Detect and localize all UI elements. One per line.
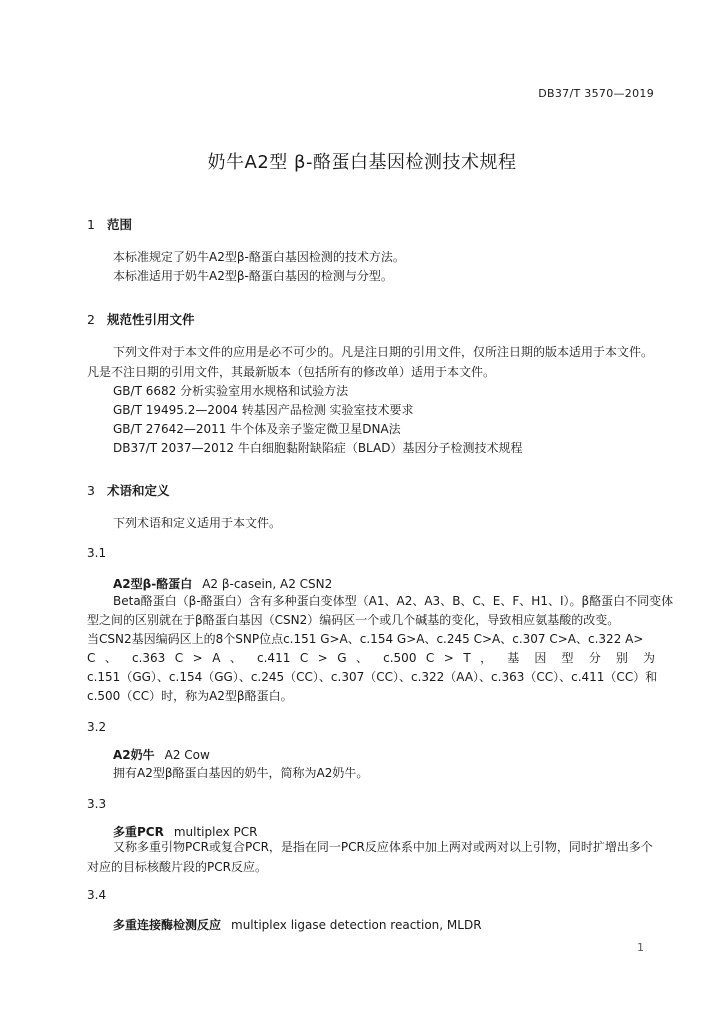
- term-heading: [113, 916, 482, 933]
- section-number: 3: [87, 483, 95, 498]
- paragraph: 本标准规定了奶牛A2型β-酪蛋白基因检测的技术方法。: [113, 250, 405, 264]
- term-en: A2 Cow: [164, 748, 210, 762]
- definition-line: c.500（CC）时，称为A2型β酪蛋白。: [87, 689, 293, 703]
- document-title: 奶牛A2型 β-酪蛋白基因检测技术规程: [207, 152, 517, 173]
- term-en: multiplex PCR: [173, 825, 258, 839]
- term-heading: [113, 746, 210, 763]
- subsection-number: 3.3: [87, 797, 107, 811]
- definition-line: 拥有A2型β酪蛋白基因的奶牛，简称为A2奶牛。: [113, 766, 369, 780]
- section-heading-scope: [87, 215, 132, 233]
- section-number: 1: [87, 217, 95, 232]
- reference-item: DB37/T 2037—2012 牛白细胞黏附缺陷症（BLAD）基因分子检测技术规程: [113, 441, 523, 455]
- definition-line: Beta酪蛋白（β-酪蛋白）含有多种蛋白变体型（A1、A2、A3、B、C、E、F、H1、I）。β酪蛋白不同变体: [113, 594, 674, 608]
- page-number: 1: [637, 941, 644, 954]
- definition-paragraph: 又称多重引物PCR或复合PCR，是指在同一PCR反应体系中加上两对或两对以上引物，同时扩增出多个对应的目标核酸片段的PCR反应。: [87, 840, 653, 874]
- term-zh: A2奶牛: [113, 748, 155, 762]
- section-number: 2: [87, 312, 95, 327]
- standard-code: DB37/T 3570—2019: [538, 87, 654, 100]
- reference-item: GB/T 19495.2—2004 转基因产品检测 实验室技术要求: [113, 403, 414, 417]
- reference-item: GB/T 6682 分析实验室用水规格和试验方法: [113, 384, 349, 398]
- definition-line: 型之间的区别就在于β酪蛋白基因（CSN2）编码区一个或几个碱基的变化，导致相应氨基酸的改变。: [87, 613, 620, 627]
- definition-line: c.151（GG）、c.154（GG）、c.245（CC）、c.307（CC）、c.322（AA）、c.363（CC）、c.411（CC）和: [87, 670, 658, 684]
- subsection-number: 3.2: [87, 720, 107, 734]
- term-zh: A2型β-酪蛋白: [113, 577, 193, 591]
- section-heading-terms: [87, 481, 170, 499]
- definition-line: C 、 c.363 C > A 、 c.411 C > G 、 c.500 C > T ， 基 因 型 分 别 为: [87, 651, 655, 665]
- reference-item: GB/T 27642—2011 牛个体及亲子鉴定微卫星DNA法: [113, 422, 401, 436]
- term-en: multiplex ligase detection reaction, MLDR: [231, 918, 482, 932]
- paragraph: 下列文件对于本文件的应用是必不可少的。凡是注日期的引用文件，仅所注日期的版本适用于本文件。凡是不注日期的引用文件，其最新版本（包括所有的修改单）适用于本文件。: [87, 345, 654, 379]
- section-heading-normative-references: [87, 310, 195, 328]
- subsection-number: 3.1: [87, 546, 107, 560]
- term-heading: [113, 575, 332, 592]
- subsection-number: 3.4: [87, 888, 107, 902]
- section-title: 规范性引用文件: [107, 312, 195, 327]
- paragraph: 本标准适用于奶牛A2型β-酪蛋白基因的检测与分型。: [113, 269, 393, 283]
- paragraph: 下列术语和定义适用于本文件。: [113, 516, 282, 530]
- term-zh: 多重连接酶检测反应: [113, 918, 222, 932]
- section-title: 术语和定义: [107, 483, 170, 498]
- term-en: A2 β-casein, A2 CSN2: [202, 577, 333, 591]
- definition-line: 当CSN2基因编码区上的8个SNP位点c.151 G>A、c.154 G>A、c.245 C>A、c.307 C>A、c.322 A>: [87, 632, 644, 646]
- term-zh: 多重PCR: [113, 825, 164, 839]
- section-title: 范围: [107, 217, 133, 232]
